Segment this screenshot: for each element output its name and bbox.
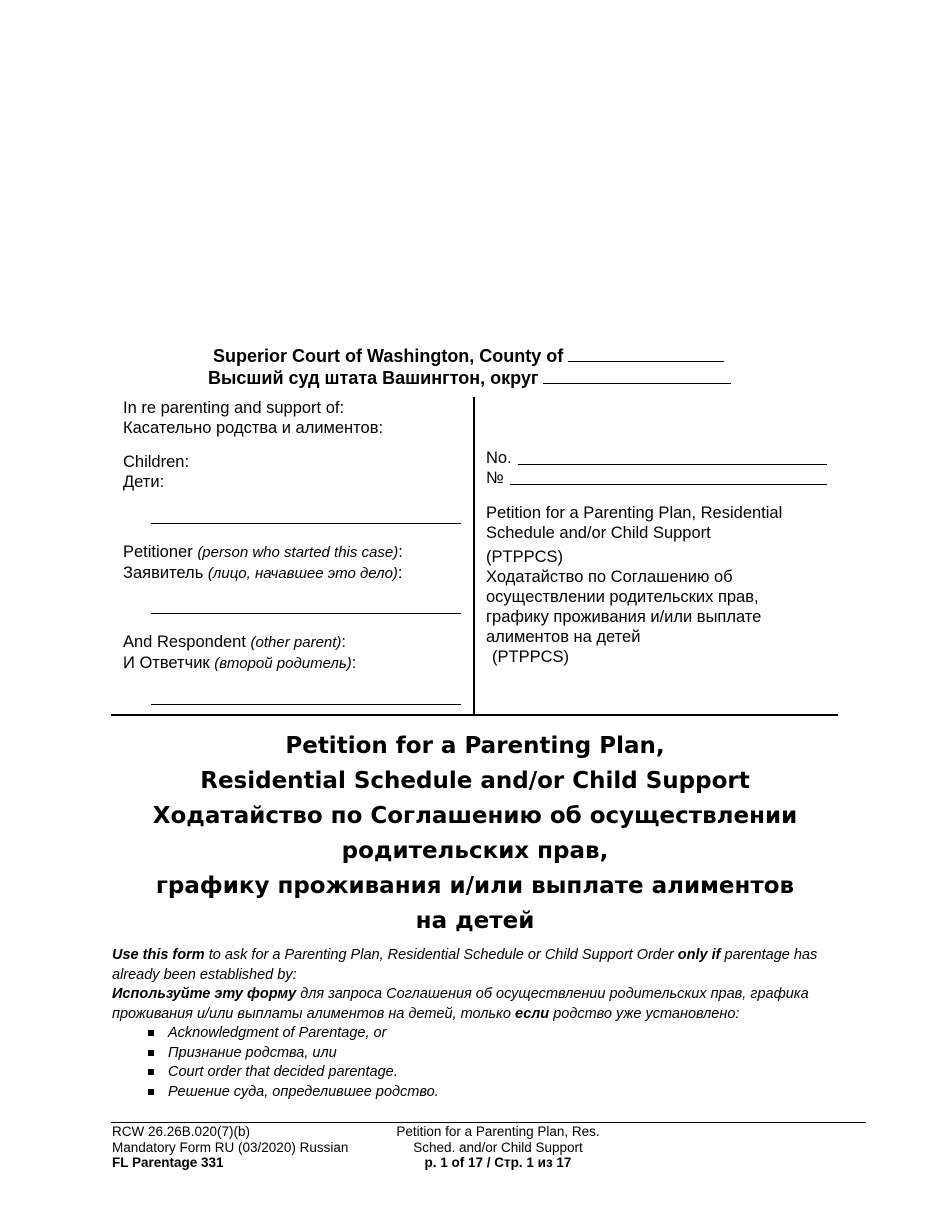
bullet-square-icon	[148, 1089, 154, 1095]
children-block	[123, 452, 189, 492]
respondent-block	[123, 632, 356, 674]
county-field-ru[interactable]	[543, 369, 731, 384]
instr-en-only-if: only if	[677, 947, 721, 963]
caption-divider-horizontal	[111, 714, 838, 716]
county-field-en[interactable]	[568, 347, 724, 362]
footer-center-2: Sched. and/or Child Support	[413, 1139, 583, 1155]
petitioner-block	[123, 542, 403, 584]
doc-title-ru-4: алиментов на детей	[486, 628, 641, 646]
court-label-ru: Высший суд штата Вашингтон, округ	[208, 368, 539, 388]
court-label-en: Superior Court of Washington, County of	[213, 346, 564, 366]
doc-abbr-ru: (PTPPCS)	[492, 648, 570, 666]
case-number-field[interactable]	[518, 464, 827, 465]
petitioner-note-en: (person who started this case)	[197, 544, 399, 561]
in-re-ru: Касательно родства и алиментов:	[123, 419, 384, 437]
document-title-block	[486, 503, 782, 667]
court-header-en	[213, 345, 724, 367]
doc-title-ru-3: графику проживания и/или выплате	[486, 608, 762, 626]
title-line-5: графику проживания и/или выплате алиментов	[155, 873, 795, 899]
title-line-2: Residential Schedule and/or Child Support	[200, 768, 750, 794]
doc-title-en-2: Schedule and/or Child Support	[486, 524, 711, 542]
bullet-square-icon	[148, 1030, 154, 1036]
bullet-square-icon	[148, 1069, 154, 1075]
list-item: Court order that decided parentage.	[145, 1063, 439, 1083]
in-re-block	[123, 398, 383, 438]
footer-center	[374, 1124, 622, 1171]
in-re-en: In re parenting and support of:	[123, 399, 345, 417]
title-line-4: родительских прав,	[341, 838, 609, 864]
list-item: Acknowledgment of Parentage, or	[145, 1024, 439, 1044]
petitioner-label-ru: Заявитель (лицо, начавшее это дело):	[123, 564, 403, 582]
doc-title-en-1: Petition for a Parenting Plan, Residential	[486, 504, 783, 522]
footer-rcw: RCW 26.26B.020(7)(b)	[112, 1124, 251, 1139]
case-number-ru	[486, 468, 504, 488]
respondent-label-ru: И Ответчик (второй родитель):	[123, 654, 357, 672]
footer-left	[112, 1124, 348, 1171]
list-item: Решение суда, определившее родство.	[145, 1083, 439, 1103]
respondent-name-line[interactable]	[151, 704, 461, 705]
footer-center-1: Petition for a Parenting Plan, Res.	[396, 1124, 600, 1139]
petitioner-name-line[interactable]	[151, 613, 461, 614]
title-line-3: Ходатайство по Соглашению об осуществлении	[152, 803, 798, 829]
case-no-label-en: No.	[486, 449, 512, 467]
instr-ru-esli: если	[514, 1005, 550, 1022]
main-title	[112, 729, 838, 939]
case-no-label-ru: №	[486, 469, 504, 487]
list-item: Признание родства, или	[145, 1044, 439, 1064]
footer-mandatory: Mandatory Form RU (03/2020) Russian	[112, 1139, 349, 1155]
case-number-en	[486, 448, 512, 468]
respondent-note-ru: (второй родитель)	[214, 655, 352, 672]
doc-title-ru-2: осуществлении родительских прав,	[486, 588, 759, 606]
children-name-line[interactable]	[151, 523, 461, 524]
title-line-1: Petition for a Parenting Plan,	[285, 733, 665, 759]
instr-ru-bold: Используйте эту форму	[112, 986, 297, 1002]
respondent-label-en: And Respondent (other parent):	[123, 633, 347, 651]
footer-form-id: FL Parentage 331	[112, 1155, 224, 1170]
footer-rule	[111, 1122, 866, 1123]
petitioner-label-en: Petitioner (person who started this case):	[123, 543, 403, 561]
case-number-field-ru[interactable]	[510, 484, 827, 485]
petitioner-note-ru: (лицо, начавшее это дело)	[207, 565, 398, 582]
instructions-ru: Используйте эту форму для запроса Соглашения об осуществлении родительских прав, графика проживания и/или выплаты алиментов на детей, только если родство уже установлено:	[112, 986, 809, 1022]
children-label-ru: Дети:	[123, 473, 165, 491]
instr-en-bold: Use this form	[112, 947, 205, 963]
parentage-list	[145, 1024, 439, 1102]
doc-abbr: (PTPPCS)	[486, 548, 564, 566]
caption-divider-vertical	[473, 397, 475, 715]
title-line-6: на детей	[415, 908, 535, 934]
respondent-note-en: (other parent)	[250, 634, 342, 651]
doc-title-ru-1: Ходатайство по Соглашению об	[486, 568, 733, 586]
bullet-square-icon	[148, 1050, 154, 1056]
instructions-en: Use this form to ask for a Parenting Plan, Residential Schedule or Child Support Order only if parentage has already been established by:	[112, 947, 818, 983]
court-header-ru	[208, 367, 731, 389]
footer-page-number: p. 1 of 17 / Стр. 1 из 17	[424, 1155, 572, 1170]
children-label-en: Children:	[123, 453, 190, 471]
